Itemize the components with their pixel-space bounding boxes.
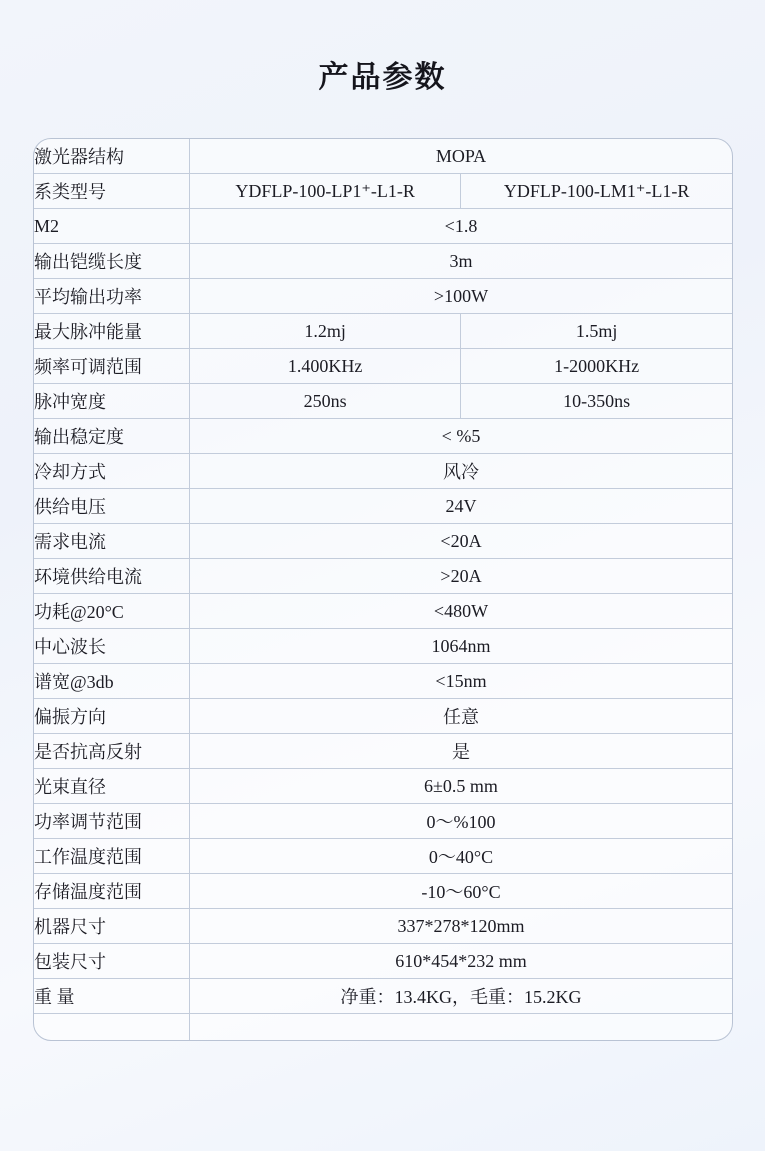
- row-value-left: 250ns: [190, 384, 461, 419]
- table-row: [34, 804, 732, 839]
- table-row: [34, 524, 732, 559]
- row-value-left: 1.400KHz: [190, 349, 461, 384]
- row-label: 重 量: [34, 979, 190, 1014]
- row-value-left: 1.2mj: [190, 314, 461, 349]
- row-label: 输出稳定度: [34, 419, 190, 454]
- table-row: [34, 699, 732, 734]
- row-value: 任意: [190, 699, 733, 734]
- row-value: <20A: [190, 524, 733, 559]
- table-row: [34, 314, 732, 349]
- table-row: [34, 349, 732, 384]
- row-label: 包装尺寸: [34, 944, 190, 979]
- table-row-spacer: [34, 1014, 732, 1041]
- row-label: 谱宽@3db: [34, 664, 190, 699]
- row-label: 中心波长: [34, 629, 190, 664]
- table-row: [34, 944, 732, 979]
- row-value: >100W: [190, 279, 733, 314]
- table-row: [34, 734, 732, 769]
- row-value: 是: [190, 734, 733, 769]
- row-label: 输出铠缆长度: [34, 244, 190, 279]
- row-value: 0〜40°C: [190, 839, 733, 874]
- row-value: < %5: [190, 419, 733, 454]
- row-label: 是否抗高反射: [34, 734, 190, 769]
- row-value: 610*454*232 mm: [190, 944, 733, 979]
- table-row: [34, 979, 732, 1014]
- row-value-right: 1-2000KHz: [461, 349, 732, 384]
- row-value-left: YDFLP-100-LP1⁺-L1-R: [190, 174, 461, 209]
- row-label: 激光器结构: [34, 139, 190, 174]
- row-label: 最大脉冲能量: [34, 314, 190, 349]
- table-row: [34, 874, 732, 909]
- row-value: 风冷: [190, 454, 733, 489]
- row-value: 337*278*120mm: [190, 909, 733, 944]
- row-label: 偏振方向: [34, 699, 190, 734]
- row-label: 频率可调范围: [34, 349, 190, 384]
- row-label: 系类型号: [34, 174, 190, 209]
- row-value: <480W: [190, 594, 733, 629]
- row-value: 1064nm: [190, 629, 733, 664]
- spacer-value-cell: [190, 1014, 733, 1041]
- table-row: [34, 419, 732, 454]
- row-label: 冷却方式: [34, 454, 190, 489]
- row-label: 环境供给电流: [34, 559, 190, 594]
- table-row: [34, 244, 732, 279]
- table-row: [34, 279, 732, 314]
- row-label: 脉冲宽度: [34, 384, 190, 419]
- page-title: 产品参数: [318, 61, 447, 94]
- row-label: M2: [34, 209, 190, 244]
- row-value: -10〜60°C: [190, 874, 733, 909]
- row-value: <1.8: [190, 209, 733, 244]
- row-label: 机器尺寸: [34, 909, 190, 944]
- row-label: 功率调节范围: [34, 804, 190, 839]
- spec-table-container: [33, 138, 733, 1041]
- table-row: [34, 664, 732, 699]
- row-value: MOPA: [190, 139, 733, 174]
- row-value: 净重：13.4KG，毛重：15.2KG: [190, 979, 733, 1014]
- table-row: [34, 559, 732, 594]
- table-row: [34, 209, 732, 244]
- spec-table: [34, 139, 732, 1040]
- table-row: [34, 454, 732, 489]
- row-label: 供给电压: [34, 489, 190, 524]
- row-value: 3m: [190, 244, 733, 279]
- spec-table-body: [34, 139, 732, 1040]
- row-value-right: YDFLP-100-LM1⁺-L1-R: [461, 174, 732, 209]
- table-row: [34, 489, 732, 524]
- row-value: <15nm: [190, 664, 733, 699]
- spacer-label-cell: [34, 1014, 190, 1041]
- row-value: 0〜%100: [190, 804, 733, 839]
- row-label: 平均输出功率: [34, 279, 190, 314]
- table-row: [34, 909, 732, 944]
- row-label: 存储温度范围: [34, 874, 190, 909]
- row-value-right: 1.5mj: [461, 314, 732, 349]
- row-value: 6±0.5 mm: [190, 769, 733, 804]
- row-value: >20A: [190, 559, 733, 594]
- table-row: [34, 384, 732, 419]
- row-label: 功耗@20°C: [34, 594, 190, 629]
- row-value-right: 10-350ns: [461, 384, 732, 419]
- row-label: 光束直径: [34, 769, 190, 804]
- table-row: [34, 139, 732, 174]
- table-row: [34, 174, 732, 209]
- row-label: 需求电流: [34, 524, 190, 559]
- row-value: 24V: [190, 489, 733, 524]
- row-label: 工作温度范围: [34, 839, 190, 874]
- table-row: [34, 769, 732, 804]
- table-row: [34, 594, 732, 629]
- table-row: [34, 839, 732, 874]
- table-row: [34, 629, 732, 664]
